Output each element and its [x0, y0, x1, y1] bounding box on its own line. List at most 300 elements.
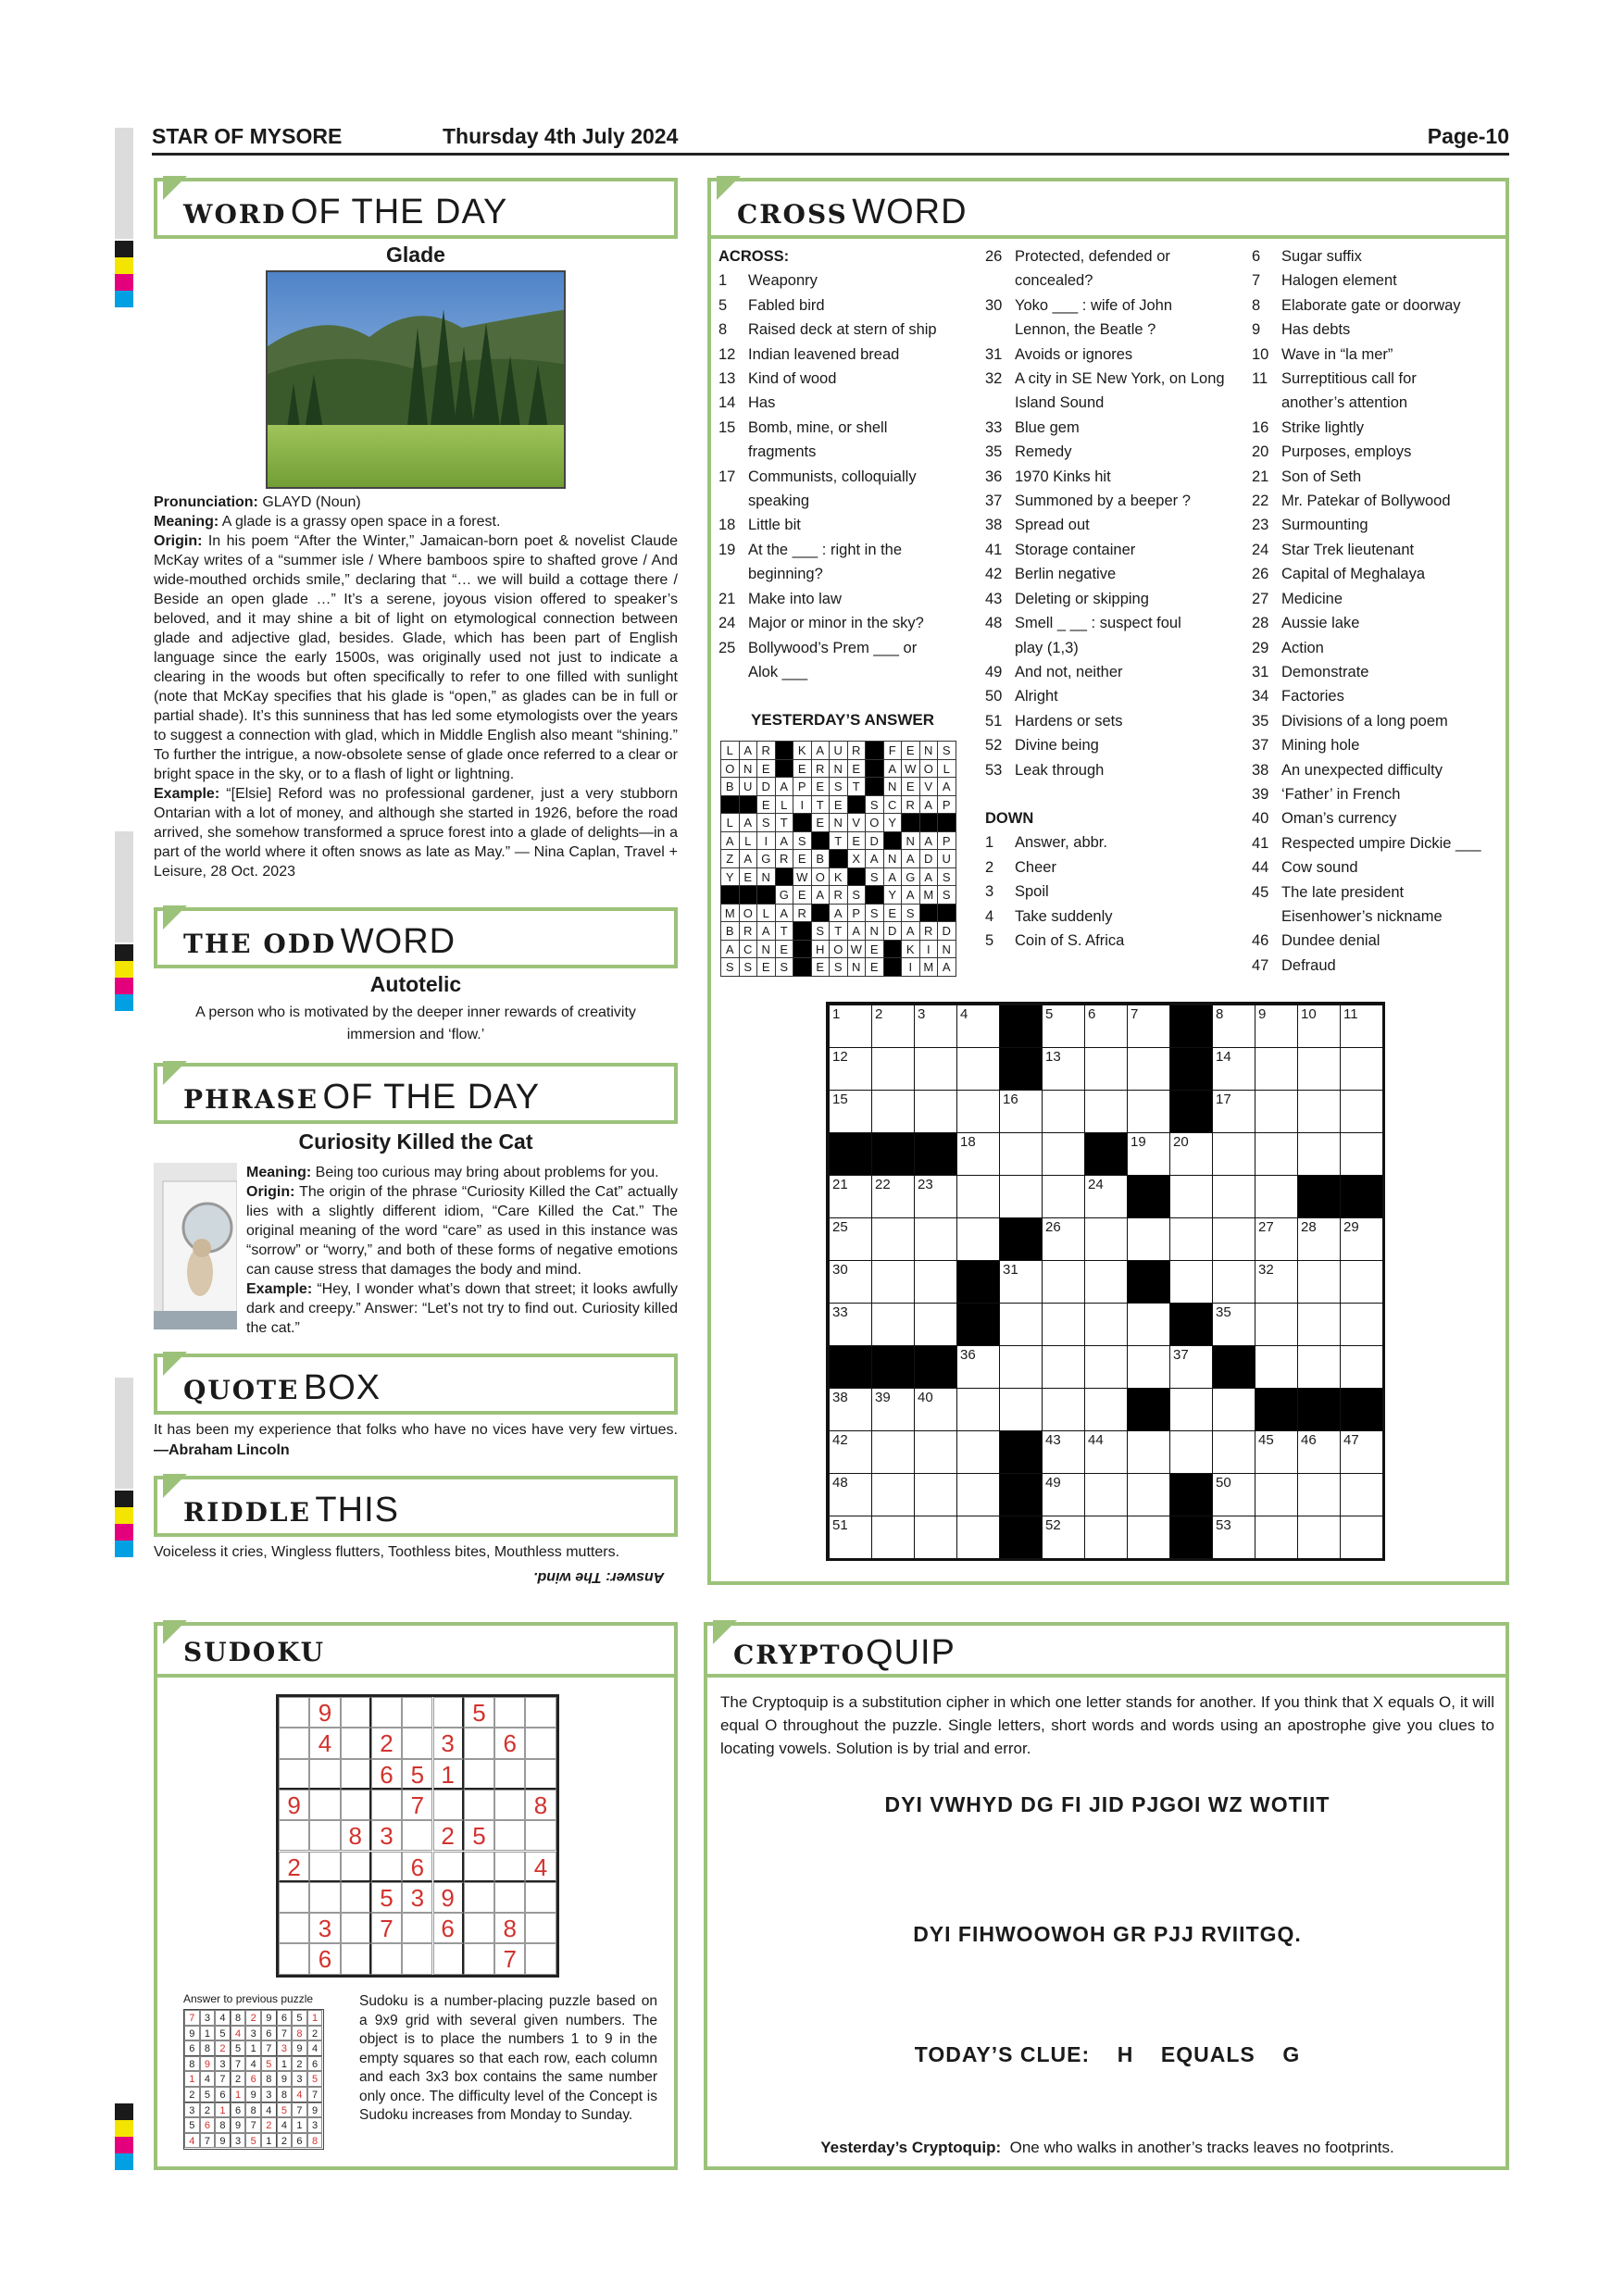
grid-cell[interactable]: [1212, 1303, 1255, 1346]
grid-cell[interactable]: [829, 1388, 872, 1431]
grid-cell[interactable]: [1255, 1345, 1298, 1389]
grid-cell[interactable]: [1042, 1047, 1085, 1091]
cell-number: 3: [918, 1006, 926, 1022]
grid-cell[interactable]: [1255, 1473, 1298, 1516]
grid-cell[interactable]: [1255, 1430, 1298, 1474]
grid-cell[interactable]: [871, 1175, 915, 1218]
sudoku-cell[interactable]: [402, 1913, 432, 1943]
answer-letter: D: [883, 921, 903, 941]
sudoku-cell[interactable]: [371, 1852, 402, 1882]
grid-block: [1340, 1175, 1383, 1218]
grid-cell[interactable]: [1169, 1345, 1213, 1389]
grid-cell[interactable]: [1255, 1047, 1298, 1091]
clue-item: [985, 489, 1235, 513]
sudoku-cell[interactable]: [464, 1882, 494, 1913]
answer-letter: P: [937, 795, 956, 815]
sudoku-cell[interactable]: [341, 1759, 371, 1790]
answer-block: [720, 885, 740, 905]
grid-cell[interactable]: [829, 1175, 872, 1218]
answer-letter: P: [937, 831, 956, 851]
cell-number: 37: [1173, 1347, 1189, 1363]
grid-cell[interactable]: [914, 1430, 957, 1474]
answer-digit: 2: [184, 2087, 200, 2103]
grid-cell[interactable]: [1255, 1175, 1298, 1218]
answer-letter: I: [793, 795, 812, 815]
sudoku-cell[interactable]: [494, 1790, 525, 1820]
grid-cell[interactable]: [1127, 1004, 1170, 1048]
sudoku-cell[interactable]: [464, 1759, 494, 1790]
grid-cell[interactable]: [914, 1388, 957, 1431]
grid-cell[interactable]: [1212, 1090, 1255, 1133]
grid-cell[interactable]: [1212, 1175, 1255, 1218]
clue-text: Divisions of a long poem: [1281, 712, 1448, 730]
grid-cell[interactable]: [1169, 1175, 1213, 1218]
sudoku-cell[interactable]: [402, 1943, 432, 1974]
grid-cell[interactable]: [956, 1004, 1000, 1048]
grid-cell[interactable]: [956, 1132, 1000, 1176]
grid-cell[interactable]: [956, 1090, 1000, 1133]
grid-cell[interactable]: [1340, 1516, 1383, 1559]
grid-cell[interactable]: [1127, 1430, 1170, 1474]
sudoku-cell[interactable]: [309, 1820, 340, 1851]
answer-letter: D: [865, 831, 884, 851]
grid-cell[interactable]: [1212, 1004, 1255, 1048]
sudoku-cell[interactable]: [279, 1697, 309, 1728]
sudoku-cell[interactable]: [341, 1943, 371, 1974]
sudoku-cell[interactable]: [525, 1697, 556, 1728]
sudoku-cell[interactable]: [433, 1943, 464, 1974]
sudoku-cell[interactable]: [494, 1820, 525, 1851]
answer-digit: 6: [245, 2071, 261, 2087]
grid-cell[interactable]: [829, 1516, 872, 1559]
grid-cell[interactable]: [1340, 1345, 1383, 1389]
grid-cell[interactable]: [1212, 1260, 1255, 1304]
cell-number: 11: [1343, 1006, 1358, 1022]
grid-cell[interactable]: [956, 1047, 1000, 1091]
grid-cell[interactable]: [999, 1345, 1043, 1389]
grid-cell[interactable]: [1340, 1260, 1383, 1304]
sudoku-cell[interactable]: [279, 1759, 309, 1790]
grid-cell[interactable]: [1084, 1516, 1128, 1559]
grid-cell[interactable]: [1084, 1175, 1128, 1218]
sudoku-cell[interactable]: [309, 1852, 340, 1882]
sudoku-cell[interactable]: [341, 1882, 371, 1913]
grid-cell[interactable]: [1169, 1430, 1213, 1474]
sudoku-cell[interactable]: [433, 1697, 464, 1728]
clue-number: 1: [985, 834, 994, 852]
grid-cell[interactable]: [1169, 1217, 1213, 1261]
grid-cell[interactable]: [956, 1345, 1000, 1389]
grid-cell[interactable]: [1084, 1303, 1128, 1346]
print-mark-black: [115, 1491, 133, 1507]
sudoku-cell[interactable]: [464, 1790, 494, 1820]
grid-cell[interactable]: [1212, 1132, 1255, 1176]
grid-cell[interactable]: [1042, 1090, 1085, 1133]
grid-cell[interactable]: [1340, 1430, 1383, 1474]
clue-number: 1: [718, 272, 728, 290]
grid-cell[interactable]: [871, 1217, 915, 1261]
grid-cell[interactable]: [1042, 1175, 1085, 1218]
grid-cell[interactable]: [1169, 1132, 1213, 1176]
cell-number: 27: [1258, 1219, 1274, 1235]
answer-digit: 8: [277, 2087, 293, 2103]
sudoku-cell[interactable]: [525, 1943, 556, 1974]
sudoku-description: Sudoku is a number-placing puzzle based on a 9x9 grid with several given numbers. The object is to place the numbers 1 to 9 in the empty squares so that each row, each column and each 3x3 box contains the same number only once. The difficulty level of the Concept is Sudoku increases from Monday to Sunday.: [359, 1993, 657, 2123]
grid-block: [1127, 1388, 1170, 1431]
clue-number: [985, 391, 1015, 415]
answer-letter: E: [811, 777, 831, 796]
grid-cell[interactable]: [1297, 1217, 1341, 1261]
grid-cell[interactable]: [1340, 1303, 1383, 1346]
grid-cell[interactable]: [1255, 1303, 1298, 1346]
answer-letter: E: [901, 741, 920, 760]
clue-text: Little bit: [748, 517, 801, 534]
cell-number: 36: [960, 1347, 976, 1363]
grid-cell[interactable]: [999, 1303, 1043, 1346]
sudoku-cell[interactable]: [464, 1852, 494, 1882]
grid-cell[interactable]: [1084, 1473, 1128, 1516]
clue-text: Strike lightly: [1281, 418, 1364, 436]
sudoku-cell[interactable]: [402, 1728, 432, 1758]
grid-cell[interactable]: [956, 1217, 1000, 1261]
sudoku-cell[interactable]: [341, 1728, 371, 1758]
grid-cell[interactable]: [1084, 1217, 1128, 1261]
clue-item: [985, 855, 1235, 880]
sudoku-cell[interactable]: [525, 1759, 556, 1790]
clue-number: 36: [985, 468, 1003, 485]
clue-number: 28: [1252, 615, 1269, 632]
grid-cell[interactable]: [871, 1473, 915, 1516]
title-large: WORD: [852, 193, 968, 231]
grid-cell[interactable]: [999, 1388, 1043, 1431]
answer-letter: G: [775, 885, 794, 905]
sudoku-cell[interactable]: [279, 1943, 309, 1974]
sudoku-cell[interactable]: [279, 1728, 309, 1758]
grid-cell[interactable]: [956, 1473, 1000, 1516]
grid-cell[interactable]: [1340, 1217, 1383, 1261]
sudoku-cell[interactable]: [341, 1913, 371, 1943]
sudoku-cell[interactable]: [494, 1852, 525, 1882]
grid-cell[interactable]: [914, 1516, 957, 1559]
grid-cell[interactable]: [914, 1004, 957, 1048]
clue-number: 53: [985, 761, 1003, 779]
answer-letter: S: [739, 957, 758, 977]
answer-digit: 8: [215, 2117, 231, 2133]
grid-cell[interactable]: [1169, 1260, 1213, 1304]
grid-cell[interactable]: [1042, 1260, 1085, 1304]
grid-cell[interactable]: [914, 1473, 957, 1516]
grid-cell[interactable]: [871, 1303, 915, 1346]
grid-cell[interactable]: [829, 1047, 872, 1091]
cryptoquip-intro: The Cryptoquip is a substitution cipher in which one letter stands for another. If you think that X equals O, it will equal O throughout the puzzle. Single letters, short words and words using an apostrophe give you clues to locating vowels. Solution is by trial and error.: [720, 1693, 1494, 1757]
answer-digit: 8: [200, 2040, 216, 2056]
grid-cell[interactable]: [1212, 1217, 1255, 1261]
answer-letter: A: [811, 885, 831, 905]
grid-cell[interactable]: [1297, 1260, 1341, 1304]
grid-cell[interactable]: [1127, 1217, 1170, 1261]
grid-cell[interactable]: [1042, 1345, 1085, 1389]
sudoku-cell[interactable]: [279, 1820, 309, 1851]
grid-cell[interactable]: [1042, 1430, 1085, 1474]
grid-cell[interactable]: [1297, 1516, 1341, 1559]
grid-cell[interactable]: [1042, 1217, 1085, 1261]
clue-number: 49: [985, 663, 1003, 680]
grid-cell[interactable]: [871, 1430, 915, 1474]
grid-cell[interactable]: [1127, 1303, 1170, 1346]
answer-letter: T: [829, 921, 848, 941]
answer-digit: 9: [292, 2040, 307, 2056]
sudoku-cell[interactable]: [433, 1852, 464, 1882]
grid-cell[interactable]: [999, 1090, 1043, 1133]
sudoku-cell[interactable]: [371, 1943, 402, 1974]
grid-cell[interactable]: [1084, 1345, 1128, 1389]
grid-cell[interactable]: [914, 1090, 957, 1133]
grid-cell[interactable]: [1042, 1473, 1085, 1516]
sudoku-cell[interactable]: [371, 1697, 402, 1728]
grid-cell[interactable]: [1042, 1004, 1085, 1048]
clue-number: 34: [1252, 688, 1269, 705]
answer-letter: B: [811, 849, 831, 868]
sudoku-cell[interactable]: [464, 1728, 494, 1758]
clue-item: [718, 367, 967, 391]
grid-cell[interactable]: [914, 1260, 957, 1304]
clue-number: [985, 268, 1015, 293]
grid-cell[interactable]: [1340, 1090, 1383, 1133]
grid-cell[interactable]: [914, 1047, 957, 1091]
sudoku-cell[interactable]: [309, 1759, 340, 1790]
grid-cell[interactable]: [914, 1175, 957, 1218]
grid-cell[interactable]: [1084, 1004, 1128, 1048]
grid-cell[interactable]: [1297, 1303, 1341, 1346]
answer-letter: S: [865, 904, 884, 923]
grid-cell[interactable]: [999, 1175, 1043, 1218]
answer-digit: 1: [261, 2133, 277, 2149]
sudoku-cell[interactable]: [494, 1759, 525, 1790]
grid-cell[interactable]: [829, 1303, 872, 1346]
sudoku-cell[interactable]: [464, 1913, 494, 1943]
sudoku-cell[interactable]: [525, 1882, 556, 1913]
sudoku-cell[interactable]: [433, 1790, 464, 1820]
grid-cell[interactable]: [1127, 1090, 1170, 1133]
cell-number: 10: [1301, 1006, 1317, 1022]
grid-cell[interactable]: [1127, 1345, 1170, 1389]
grid-cell[interactable]: [1042, 1303, 1085, 1346]
grid-cell[interactable]: [871, 1047, 915, 1091]
grid-cell[interactable]: [1212, 1430, 1255, 1474]
sudoku-cell[interactable]: [464, 1943, 494, 1974]
clue-item: [1252, 636, 1500, 660]
grid-cell[interactable]: [956, 1430, 1000, 1474]
grid-cell[interactable]: [999, 1132, 1043, 1176]
grid-cell[interactable]: [1042, 1132, 1085, 1176]
title-small: THE ODD: [183, 929, 337, 959]
grid-cell[interactable]: [1297, 1345, 1341, 1389]
sudoku-cell[interactable]: [341, 1852, 371, 1882]
sudoku-cell[interactable]: [525, 1728, 556, 1758]
grid-cell[interactable]: [829, 1260, 872, 1304]
cell-number: 25: [832, 1219, 848, 1235]
answer-letter: W: [847, 940, 867, 959]
grid-cell[interactable]: [1297, 1430, 1341, 1474]
answer-digit: 4: [292, 2087, 307, 2103]
sudoku-cell[interactable]: [279, 1913, 309, 1943]
grid-cell[interactable]: [914, 1217, 957, 1261]
sudoku-cell[interactable]: [525, 1913, 556, 1943]
clue-item: [1252, 611, 1500, 635]
answer-letter: I: [919, 940, 939, 959]
grid-cell[interactable]: [1212, 1473, 1255, 1516]
grid-cell[interactable]: [1255, 1090, 1298, 1133]
clue-number: 26: [985, 248, 1003, 265]
grid-cell[interactable]: [1340, 1004, 1383, 1048]
answer-digit: 4: [261, 2103, 277, 2118]
answer-digit: 6: [184, 2040, 200, 2056]
answer-block: [793, 813, 812, 832]
clue-item: [718, 562, 967, 586]
grid-cell[interactable]: [1084, 1430, 1128, 1474]
grid-cell[interactable]: [871, 1090, 915, 1133]
grid-cell[interactable]: [1255, 1260, 1298, 1304]
clue-item: [718, 538, 967, 562]
answer-digit: 4: [245, 2056, 261, 2072]
sudoku-cell[interactable]: [371, 1790, 402, 1820]
answer-letter: K: [829, 867, 848, 887]
grid-cell[interactable]: [871, 1388, 915, 1431]
grid-cell[interactable]: [829, 1473, 872, 1516]
answer-letter: W: [901, 759, 920, 779]
grid-cell[interactable]: [829, 1090, 872, 1133]
grid-cell[interactable]: [871, 1260, 915, 1304]
answer-letter: N: [829, 813, 848, 832]
grid-cell[interactable]: [1255, 1516, 1298, 1559]
grid-cell[interactable]: [1084, 1047, 1128, 1091]
grid-cell[interactable]: [999, 1260, 1043, 1304]
grid-cell[interactable]: [1127, 1473, 1170, 1516]
grid-cell[interactable]: [1212, 1047, 1255, 1091]
answer-digit: 1: [292, 2117, 307, 2133]
grid-cell[interactable]: [1084, 1090, 1128, 1133]
grid-cell[interactable]: [1340, 1473, 1383, 1516]
answer-letter: A: [829, 904, 848, 923]
sudoku-cell: 1: [433, 1759, 464, 1790]
answer-digit: 7: [231, 2056, 246, 2072]
grid-cell[interactable]: [956, 1388, 1000, 1431]
answer-letter: E: [793, 885, 812, 905]
grid-cell[interactable]: [1297, 1090, 1341, 1133]
clue-text: Take suddenly: [1015, 907, 1113, 925]
sudoku-cell[interactable]: [309, 1790, 340, 1820]
grid-cell[interactable]: [1127, 1132, 1170, 1176]
grid-cell[interactable]: [1297, 1047, 1341, 1091]
grid-cell[interactable]: [956, 1175, 1000, 1218]
clue-text: speaking: [748, 493, 810, 510]
clue-text: Demonstrate: [1281, 663, 1369, 680]
grid-cell[interactable]: [1212, 1388, 1255, 1431]
answer-letter: E: [901, 777, 920, 796]
sudoku-cell[interactable]: [279, 1882, 309, 1913]
grid-cell[interactable]: [1042, 1516, 1085, 1559]
clue-number: [718, 440, 748, 464]
answer-digit: 6: [277, 2010, 293, 2026]
clue-text: Lennon, the Beatle ?: [1015, 321, 1156, 339]
clue-number: [985, 636, 1015, 660]
answer-block: [720, 795, 740, 815]
grid-cell[interactable]: [1297, 1004, 1341, 1048]
clue-item: [1252, 538, 1500, 562]
word-of-day-title: [154, 178, 678, 239]
sudoku-cell[interactable]: [525, 1820, 556, 1851]
grid-cell[interactable]: [1340, 1132, 1383, 1176]
grid-cell[interactable]: [829, 1430, 872, 1474]
grid-cell[interactable]: [1297, 1473, 1341, 1516]
grid-cell[interactable]: [829, 1217, 872, 1261]
grid-cell[interactable]: [1084, 1388, 1128, 1431]
sudoku-cell[interactable]: [402, 1697, 432, 1728]
grid-cell[interactable]: [1127, 1516, 1170, 1559]
grid-cell[interactable]: [1212, 1516, 1255, 1559]
clue-number: 5: [985, 931, 994, 949]
grid-cell[interactable]: [829, 1004, 872, 1048]
grid-cell[interactable]: [1127, 1047, 1170, 1091]
grid-cell[interactable]: [1340, 1047, 1383, 1091]
clue-text: Spoil: [1015, 883, 1049, 901]
sudoku-cell[interactable]: [341, 1790, 371, 1820]
grid-cell[interactable]: [1169, 1388, 1213, 1431]
clue-text: Action: [1281, 639, 1324, 656]
answer-digit: 9: [245, 2087, 261, 2103]
grid-cell[interactable]: [1255, 1217, 1298, 1261]
grid-cell[interactable]: [871, 1516, 915, 1559]
cell-number: 5: [1045, 1006, 1054, 1022]
answer-digit: 4: [231, 2026, 246, 2041]
answer-letter: A: [883, 867, 903, 887]
clue-item: [1252, 587, 1500, 611]
sudoku-cell[interactable]: [494, 1882, 525, 1913]
cell-number: 49: [1045, 1475, 1061, 1491]
print-mark-yellow: [115, 2120, 133, 2137]
clue-number: 31: [1252, 663, 1269, 680]
answer-letter: N: [937, 940, 956, 959]
answer-digit: 5: [184, 2117, 200, 2133]
clue-item: [985, 880, 1235, 904]
cell-number: 12: [832, 1049, 848, 1065]
yesterday-answer-label: YESTERDAY’S ANSWER: [750, 711, 935, 729]
grid-cell[interactable]: [871, 1004, 915, 1048]
print-mark-cyan: [115, 994, 133, 1011]
grid-cell[interactable]: [914, 1303, 957, 1346]
clue-item: [985, 830, 1235, 855]
answer-block: [883, 957, 903, 977]
word-of-day-word: Glade: [386, 243, 445, 267]
grid-cell[interactable]: [1042, 1388, 1085, 1431]
grid-cell[interactable]: [1255, 1132, 1298, 1176]
clue-label: TODAY’S CLUE:: [914, 2042, 1091, 2066]
sudoku-cell[interactable]: [309, 1882, 340, 1913]
cryptoquip-title: [704, 1622, 1509, 1678]
grid-cell[interactable]: [1084, 1260, 1128, 1304]
grid-cell[interactable]: [1255, 1004, 1298, 1048]
sudoku-cell[interactable]: [402, 1820, 432, 1851]
sudoku-cell: 8: [341, 1820, 371, 1851]
quote-body: It has been my experience that folks who have no vices have very few virtues.: [154, 1422, 678, 1438]
clue-number: 43: [985, 590, 1003, 607]
clue-item: [718, 416, 967, 440]
answer-digit: 2: [245, 2010, 261, 2026]
sudoku-cell[interactable]: [494, 1697, 525, 1728]
sudoku-cell[interactable]: [341, 1697, 371, 1728]
grid-cell[interactable]: [956, 1516, 1000, 1559]
grid-cell[interactable]: [1297, 1132, 1341, 1176]
